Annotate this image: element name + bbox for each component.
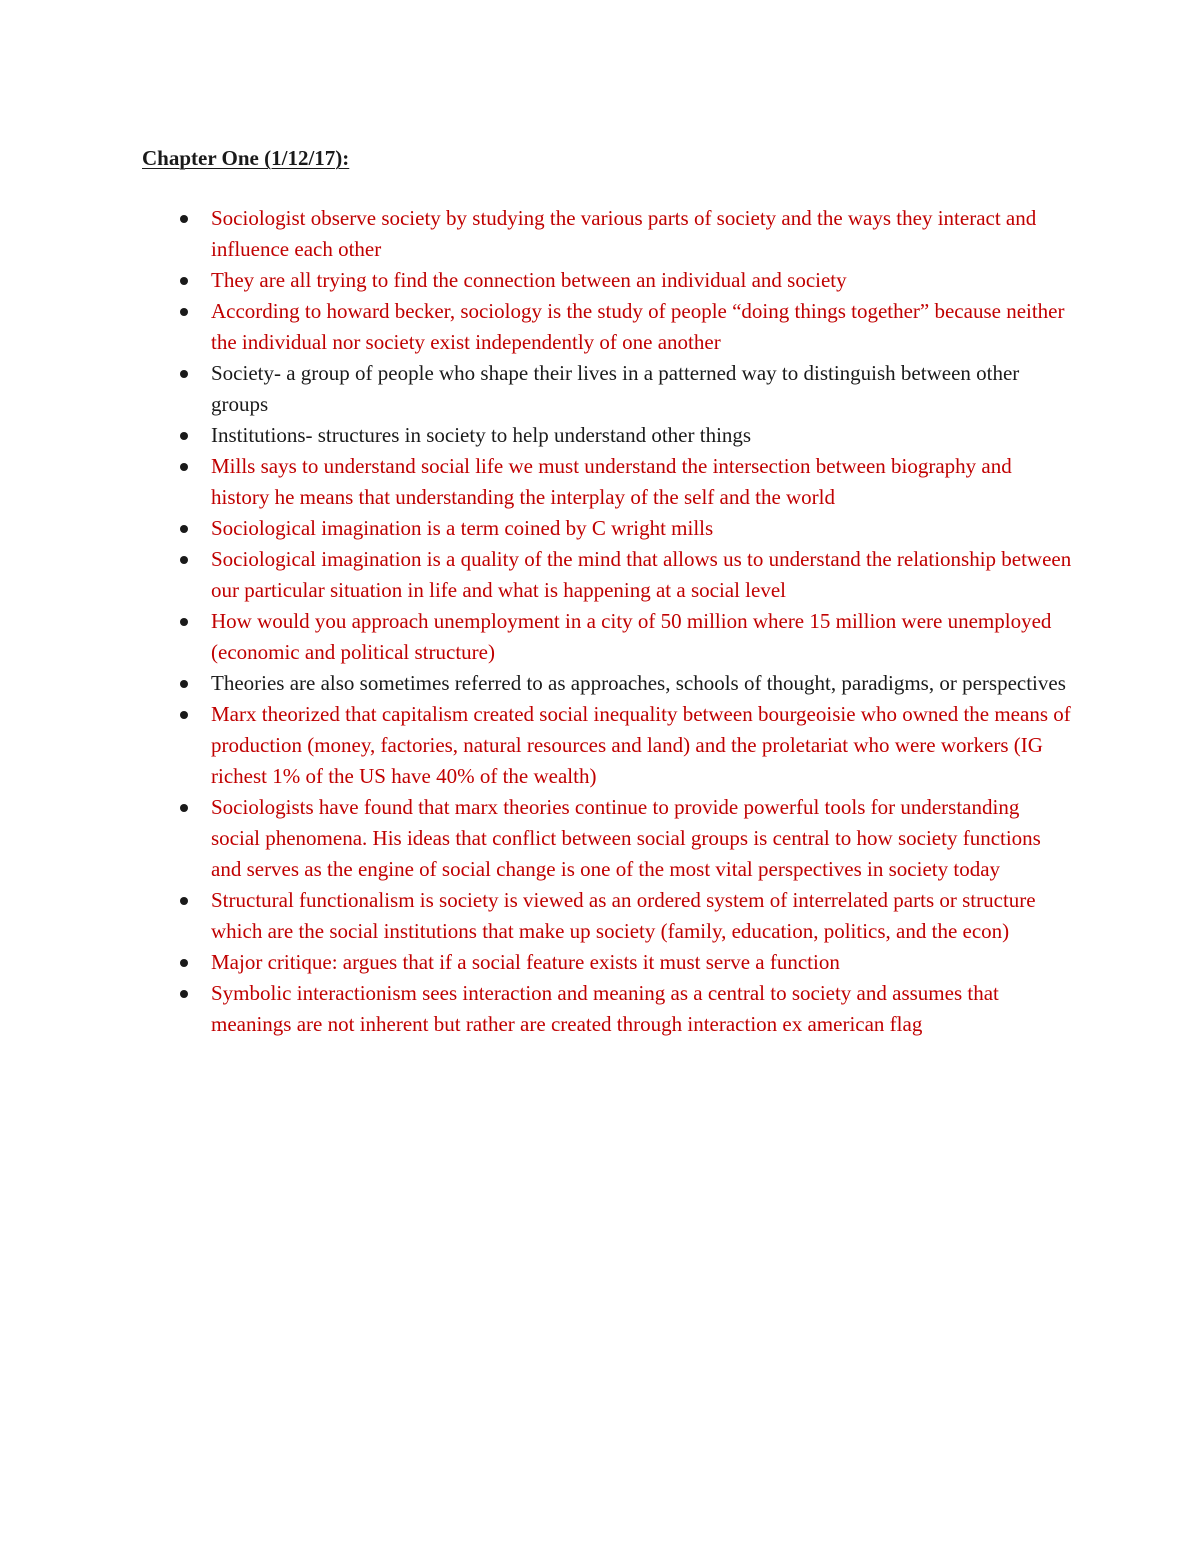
list-item-text: Theories are also sometimes referred to as approaches, schools of thought, paradigms, or perspectives — [211, 671, 1066, 695]
bullet-icon — [180, 680, 188, 688]
document-body — [142, 143, 1072, 1040]
list-item-text: Institutions- structures in society to help understand other things — [211, 423, 752, 447]
bullet-icon — [180, 525, 188, 533]
chapter-heading: Chapter One (1/12/17): — [142, 146, 350, 170]
bullet-icon — [180, 959, 188, 967]
bullet-icon — [180, 215, 188, 223]
list-item — [142, 513, 1072, 544]
bullet-icon — [180, 277, 188, 285]
list-item-text: Structural functionalism is society is viewed as an ordered system of interrelated parts or structure which are the social institutions that make up society (family, education, politics, and the econ) — [211, 888, 1036, 943]
list-item — [142, 265, 1072, 296]
list-item — [142, 668, 1072, 699]
list-item-text: Sociologists have found that marx theories continue to provide powerful tools for understanding social phenomena. His ideas that conflict between social groups is central to how society functions and serves as the engine of social change is one of the most vital perspectives in society today — [211, 795, 1041, 881]
bullet-icon — [180, 463, 188, 471]
list-item — [142, 420, 1072, 451]
list-item-text: Marx theorized that capitalism created social inequality between bourgeoisie who owned the means of production (money, factories, natural resources and land) and the proletariat who were workers (IG richest 1% of the US have 40% of the wealth) — [211, 702, 1071, 788]
bullet-icon — [180, 556, 188, 564]
bullet-icon — [180, 618, 188, 626]
list-item — [142, 296, 1072, 358]
list-item — [142, 606, 1072, 668]
list-item — [142, 699, 1072, 792]
notes-list — [142, 203, 1072, 1040]
list-item — [142, 978, 1072, 1040]
list-item — [142, 947, 1072, 978]
list-item-text: They are all trying to find the connection between an individual and society — [211, 268, 847, 292]
list-item-text: According to howard becker, sociology is the study of people “doing things together” because neither the individual nor society exist independently of one another — [211, 299, 1065, 354]
list-item-text: Mills says to understand social life we must understand the intersection between biography and history he means that understanding the interplay of the self and the world — [211, 454, 1012, 509]
bullet-icon — [180, 711, 188, 719]
list-item-text: Sociological imagination is a term coined by C wright mills — [211, 516, 714, 540]
list-item-text: Major critique: argues that if a social feature exists it must serve a function — [211, 950, 840, 974]
bullet-icon — [180, 990, 188, 998]
list-item — [142, 203, 1072, 265]
list-item-text: Society- a group of people who shape their lives in a patterned way to distinguish between other groups — [211, 361, 1020, 416]
bullet-icon — [180, 432, 188, 440]
list-item — [142, 358, 1072, 420]
bullet-icon — [180, 804, 188, 812]
bullet-icon — [180, 897, 188, 905]
list-item — [142, 451, 1072, 513]
list-item-text: Sociological imagination is a quality of the mind that allows us to understand the relationship between our particular situation in life and what is happening at a social level — [211, 547, 1072, 602]
list-item — [142, 885, 1072, 947]
list-item-text: Symbolic interactionism sees interaction and meaning as a central to society and assumes that meanings are not inherent but rather are created through interaction ex american flag — [211, 981, 999, 1036]
list-item — [142, 792, 1072, 885]
list-item-text: How would you approach unemployment in a city of 50 million where 15 million were unemployed (economic and political structure) — [211, 609, 1052, 664]
bullet-icon — [180, 370, 188, 378]
list-item — [142, 544, 1072, 606]
bullet-icon — [180, 308, 188, 316]
list-item-text: Sociologist observe society by studying the various parts of society and the ways they interact and influence each other — [211, 206, 1037, 261]
